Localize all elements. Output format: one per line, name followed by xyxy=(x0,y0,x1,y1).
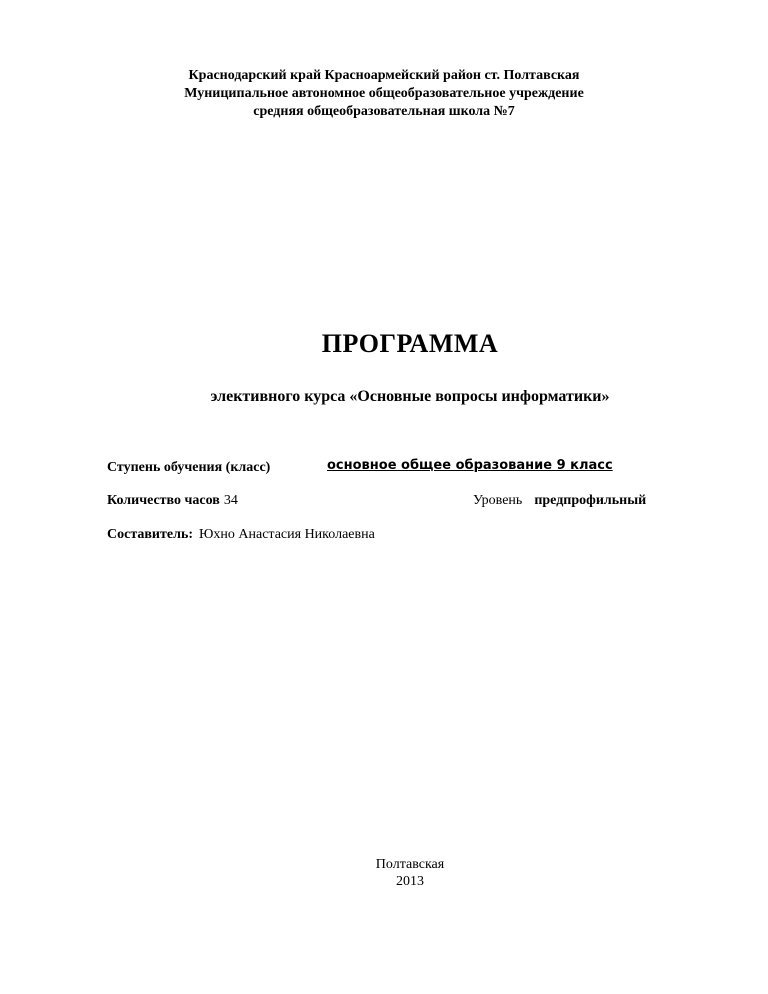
hours-label: Количество часов xyxy=(107,493,220,508)
footer-place: Полтавская xyxy=(375,857,445,872)
level-value: предпрофильный xyxy=(534,493,647,508)
course-subtitle: элективного курса «Основные вопросы информатики» xyxy=(210,388,610,405)
level-row xyxy=(473,493,646,509)
footer-year: 2013 xyxy=(396,874,424,889)
author-row xyxy=(107,527,375,543)
header-school-line: средняя общеобразовательная школа №7 xyxy=(253,104,515,119)
stage-value: основное общее образование 9 класс xyxy=(327,458,613,473)
level-label: Уровень xyxy=(473,493,523,508)
header-region-line: Краснодарский край Красноармейский район ст. Полтавская xyxy=(188,68,580,83)
stage-row xyxy=(107,460,270,476)
author-label: Составитель: xyxy=(107,527,194,542)
document-title: ПРОГРАММА xyxy=(321,329,499,358)
author-value: Юхно Анастасия Николаевна xyxy=(199,527,375,542)
hours-row xyxy=(107,493,238,509)
header-institution-line: Муниципальное автономное общеобразовательное учреждение xyxy=(184,86,584,101)
document-footer xyxy=(0,856,768,890)
school-header xyxy=(0,67,768,121)
stage-label: Ступень обучения (класс) xyxy=(107,460,271,475)
hours-value: 34 xyxy=(223,493,238,508)
